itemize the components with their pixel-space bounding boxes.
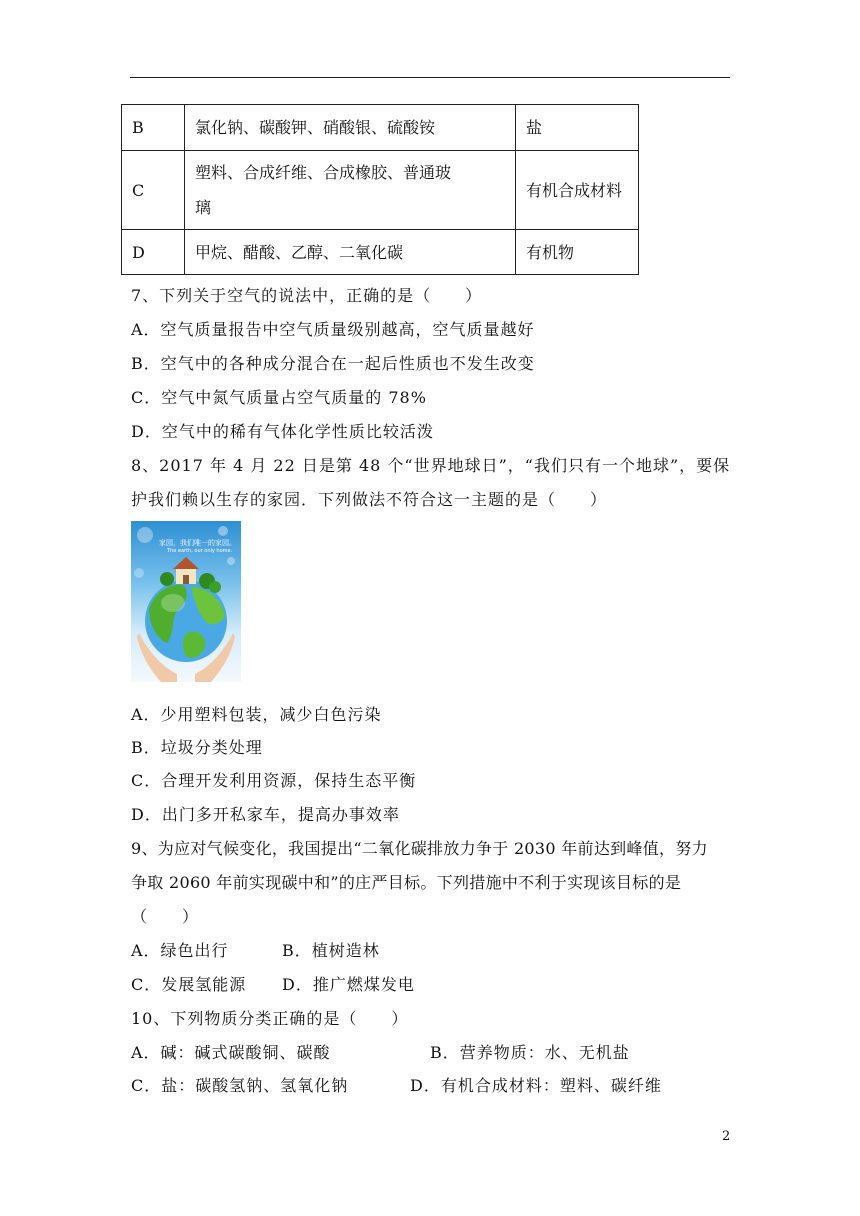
table-row (122, 151, 639, 230)
q10-option-d: D．有机合成材料：塑料、碳纤维 (410, 1076, 662, 1095)
table-row (122, 105, 639, 151)
q9-stem-line2: 争取 2060 年前实现碳中和”的庄严目标。下列措施中不利于实现该目标的是 (131, 873, 682, 892)
q9-option-b: B．植树造林 (282, 941, 380, 960)
q10-stem: 10、下列物质分类正确的是（ ） (131, 1009, 409, 1028)
q7-option-b: B．空气中的各种成分混合在一起后性质也不发生改变 (131, 354, 535, 373)
q7-option-d: D．空气中的稀有气体化学性质比较活泼 (131, 422, 434, 441)
row-label: C (122, 151, 185, 230)
q8-option-b: B．垃圾分类处理 (131, 738, 263, 757)
page-number: 2 (722, 1129, 731, 1144)
row-items-line: 塑料、合成纤维、合成橡胶、普通玻 (195, 163, 452, 182)
row-category: 盐 (516, 105, 639, 151)
q8-stem-line2: 护我们赖以生存的家园．下列做法不符合这一主题的是（ ） (131, 490, 608, 509)
q8-option-c: C．合理开发利用资源，保持生态平衡 (131, 771, 417, 790)
row-items: 氯化钠、碳酸钾、硝酸银、硫酸铵 (185, 105, 516, 151)
classification-table (121, 104, 639, 275)
q9-option-c: C．发展氢能源 (131, 975, 247, 994)
q9-option-d: D．推广燃煤发电 (282, 975, 415, 994)
q9-stem-line1: 9、为应对气候变化，我国提出“二氧化碳排放力争于 2030 年前达到峰值，努力 (131, 839, 708, 858)
row-category: 有机合成材料 (516, 151, 639, 230)
image-caption: 家园，我们唯一的家园。 (159, 539, 236, 547)
table-row (122, 230, 639, 275)
q8-option-d: D．出门多开私家车，提高办事效率 (131, 805, 400, 824)
row-items-line: 璃 (195, 198, 212, 217)
q9-stem-line3: （ ） (131, 907, 200, 926)
row-category: 有机物 (516, 230, 639, 275)
row-items (185, 151, 516, 230)
q8-option-a: A．少用塑料包装，减少白色污染 (131, 705, 382, 724)
row-label: D (122, 230, 185, 275)
row-label: B (122, 105, 185, 151)
q10-option-a: A．碱：碱式碳酸铜、碳酸 (131, 1043, 331, 1062)
q8-stem-line1: 8、2017 年 4 月 22 日是第 48 个“世界地球日”，“我们只有一个地球”，要保 (131, 456, 731, 475)
row-items: 甲烷、醋酸、乙醇、二氧化碳 (185, 230, 516, 275)
q7-stem: 7、下列关于空气的说法中，正确的是（ ） (131, 286, 483, 305)
q10-option-b: B．营养物质：水、无机盐 (430, 1043, 630, 1062)
q10-option-c: C．盐：碳酸氢钠、氢氧化钠 (131, 1076, 349, 1095)
image-caption-sub: The earth, our only home. (167, 548, 233, 554)
q9-option-a: A．绿色出行 (131, 941, 229, 960)
q7-option-c: C．空气中氮气质量占空气质量的 78% (131, 388, 427, 407)
header-rule (130, 77, 730, 78)
q7-option-a: A．空气质量报告中空气质量级别越高，空气质量越好 (131, 320, 535, 339)
earth-in-hands-image (131, 521, 241, 682)
